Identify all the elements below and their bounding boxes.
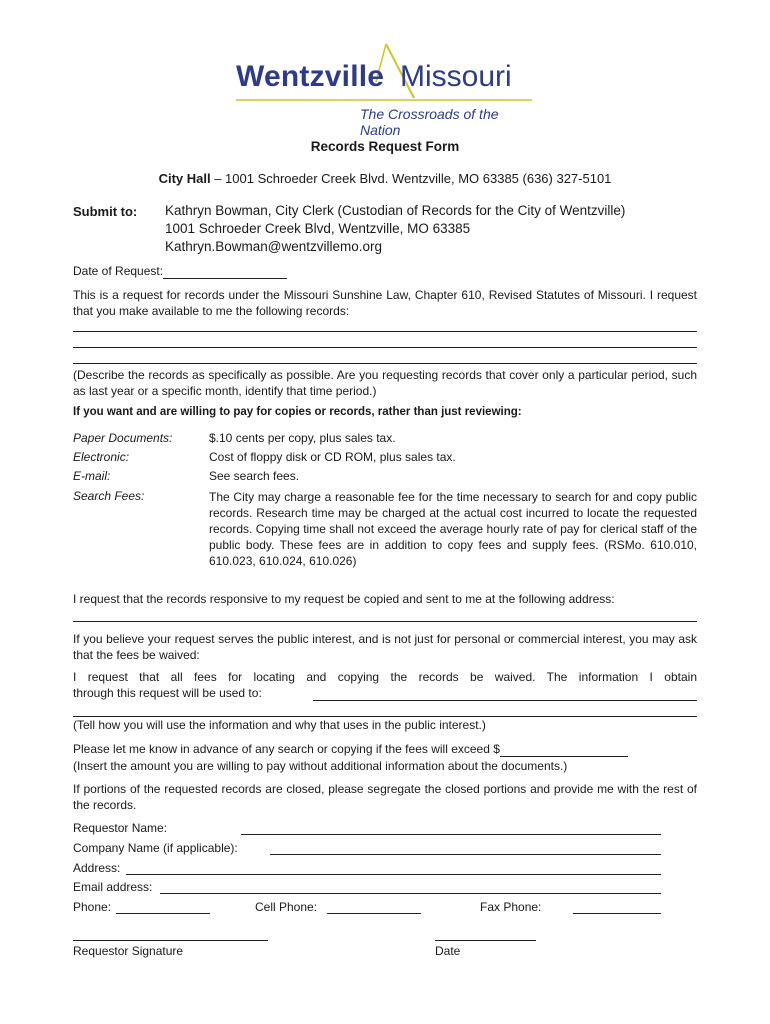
fee-value-search: The City may charge a reasonable fee for the time necessary to search for and copy public records. Research time may be charged at the actual cost incurred to locate the requested records. Copying time shall not exceed the average hourly rate of pay for clerical staff of the public body. These fees are in addition to copy fees and supply fees. (RSMo. 610.010, 610.023, 610.024, 610.026) xyxy=(209,490,697,568)
fax-phone-label: Fax Phone: xyxy=(480,900,542,914)
signature-label: Requestor Signature xyxy=(73,944,184,958)
date-signature-label: Date xyxy=(435,944,461,958)
advance-notice-row xyxy=(73,742,628,757)
date-signature-line[interactable] xyxy=(435,940,536,941)
address-field[interactable] xyxy=(126,874,661,875)
date-of-request-row xyxy=(73,264,287,279)
fee-value-electronic: Cost of floppy disk or CD ROM, plus sales tax. xyxy=(209,450,456,464)
pay-heading: If you want and are willing to pay for copies or records, rather than just reviewing: xyxy=(73,406,522,418)
logo-word-wentzville: Wentzville xyxy=(236,60,385,93)
phone-field[interactable] xyxy=(116,913,210,914)
records-line-1[interactable] xyxy=(73,331,697,332)
address-request-text: I request that the records responsive to my request be copied and sent to me at the following address: xyxy=(73,592,615,606)
submit-to-label: Submit to: xyxy=(73,204,138,219)
fax-phone-field[interactable] xyxy=(573,913,661,914)
signature-line[interactable] xyxy=(73,940,268,941)
logo-tagline: The Crossroads of the Nation xyxy=(360,106,499,138)
phone-label: Phone: xyxy=(73,900,112,914)
fee-label-paper: Paper Documents: xyxy=(73,431,173,445)
waive-line-1: I request that all fees for locating and copying the records be waived. The information I obtain xyxy=(73,670,697,684)
tell-use-note: (Tell how you will use the information and why that uses in the public interest.) xyxy=(73,718,486,732)
date-of-request-label: Date of Request: xyxy=(73,264,164,278)
email-address-label: Email address: xyxy=(73,880,153,894)
submit-line-clerk: Kathryn Bowman, City Clerk (Custodian of Records for the City of Wentzville) xyxy=(165,203,626,218)
fee-label-email: E-mail: xyxy=(73,469,111,483)
records-line-2[interactable] xyxy=(73,347,697,348)
address-label: Address: xyxy=(73,861,121,875)
logo-word-missouri: Missouri xyxy=(400,60,512,93)
waive-line-2: through this request will be used to: xyxy=(73,686,262,700)
company-name-label: Company Name (if applicable): xyxy=(73,841,238,855)
cell-phone-label: Cell Phone: xyxy=(255,900,318,914)
sunshine-law-request: This is a request for records under the Missouri Sunshine Law, Chapter 610, Revised Statutes of Missouri. I request that you make available to me the following records: xyxy=(73,288,697,318)
waive-use-line-2[interactable] xyxy=(73,716,697,717)
requestor-name-field[interactable] xyxy=(241,834,661,835)
city-hall-line xyxy=(0,171,770,186)
public-interest-text: If you believe your request serves the public interest, and is not just for personal or commercial interest, you may ask that the fees be waived: xyxy=(73,632,697,662)
advance-notice-text: Please let me know in advance of any search or copying if the fees will exceed $ xyxy=(73,742,500,756)
requestor-name-label: Requestor Name: xyxy=(73,821,168,835)
cell-phone-field[interactable] xyxy=(327,913,421,914)
fee-value-paper: $.10 cents per copy, plus sales tax. xyxy=(209,431,396,445)
address-line[interactable] xyxy=(73,621,697,622)
company-name-field[interactable] xyxy=(270,854,661,855)
fee-value-email: See search fees. xyxy=(209,469,300,483)
closed-portions-text: If portions of the requested records are closed, please segregate the closed portions and provide me with the rest of the records. xyxy=(73,782,697,812)
city-hall-label: City Hall xyxy=(158,171,211,186)
date-of-request-field[interactable] xyxy=(163,264,287,279)
submit-line-email[interactable]: Kathryn.Bowman@wentzvillemo.org xyxy=(165,239,383,254)
form-title: Records Request Form xyxy=(310,139,460,154)
city-hall-address: – 1001 Schroeder Creek Blvd. Wentzville, MO 63385 (636) 327-5101 xyxy=(210,171,612,186)
insert-amount-note: (Insert the amount you are willing to pay without additional information about the documents.) xyxy=(73,759,568,773)
email-address-field[interactable] xyxy=(160,893,661,894)
describe-records-note: (Describe the records as specifically as possible. Are you requesting records that cover only a particular period, such as last year or a specific month, identify that time period.) xyxy=(73,368,697,398)
records-line-3[interactable] xyxy=(73,363,697,364)
fee-limit-field[interactable] xyxy=(500,742,628,757)
waive-use-line-1[interactable] xyxy=(313,700,697,701)
fee-label-search: Search Fees: xyxy=(73,489,145,503)
wentzville-logo xyxy=(236,42,536,138)
fee-label-electronic: Electronic: xyxy=(73,450,130,464)
submit-line-address: 1001 Schroeder Creek Blvd, Wentzville, MO 63385 xyxy=(165,221,471,236)
